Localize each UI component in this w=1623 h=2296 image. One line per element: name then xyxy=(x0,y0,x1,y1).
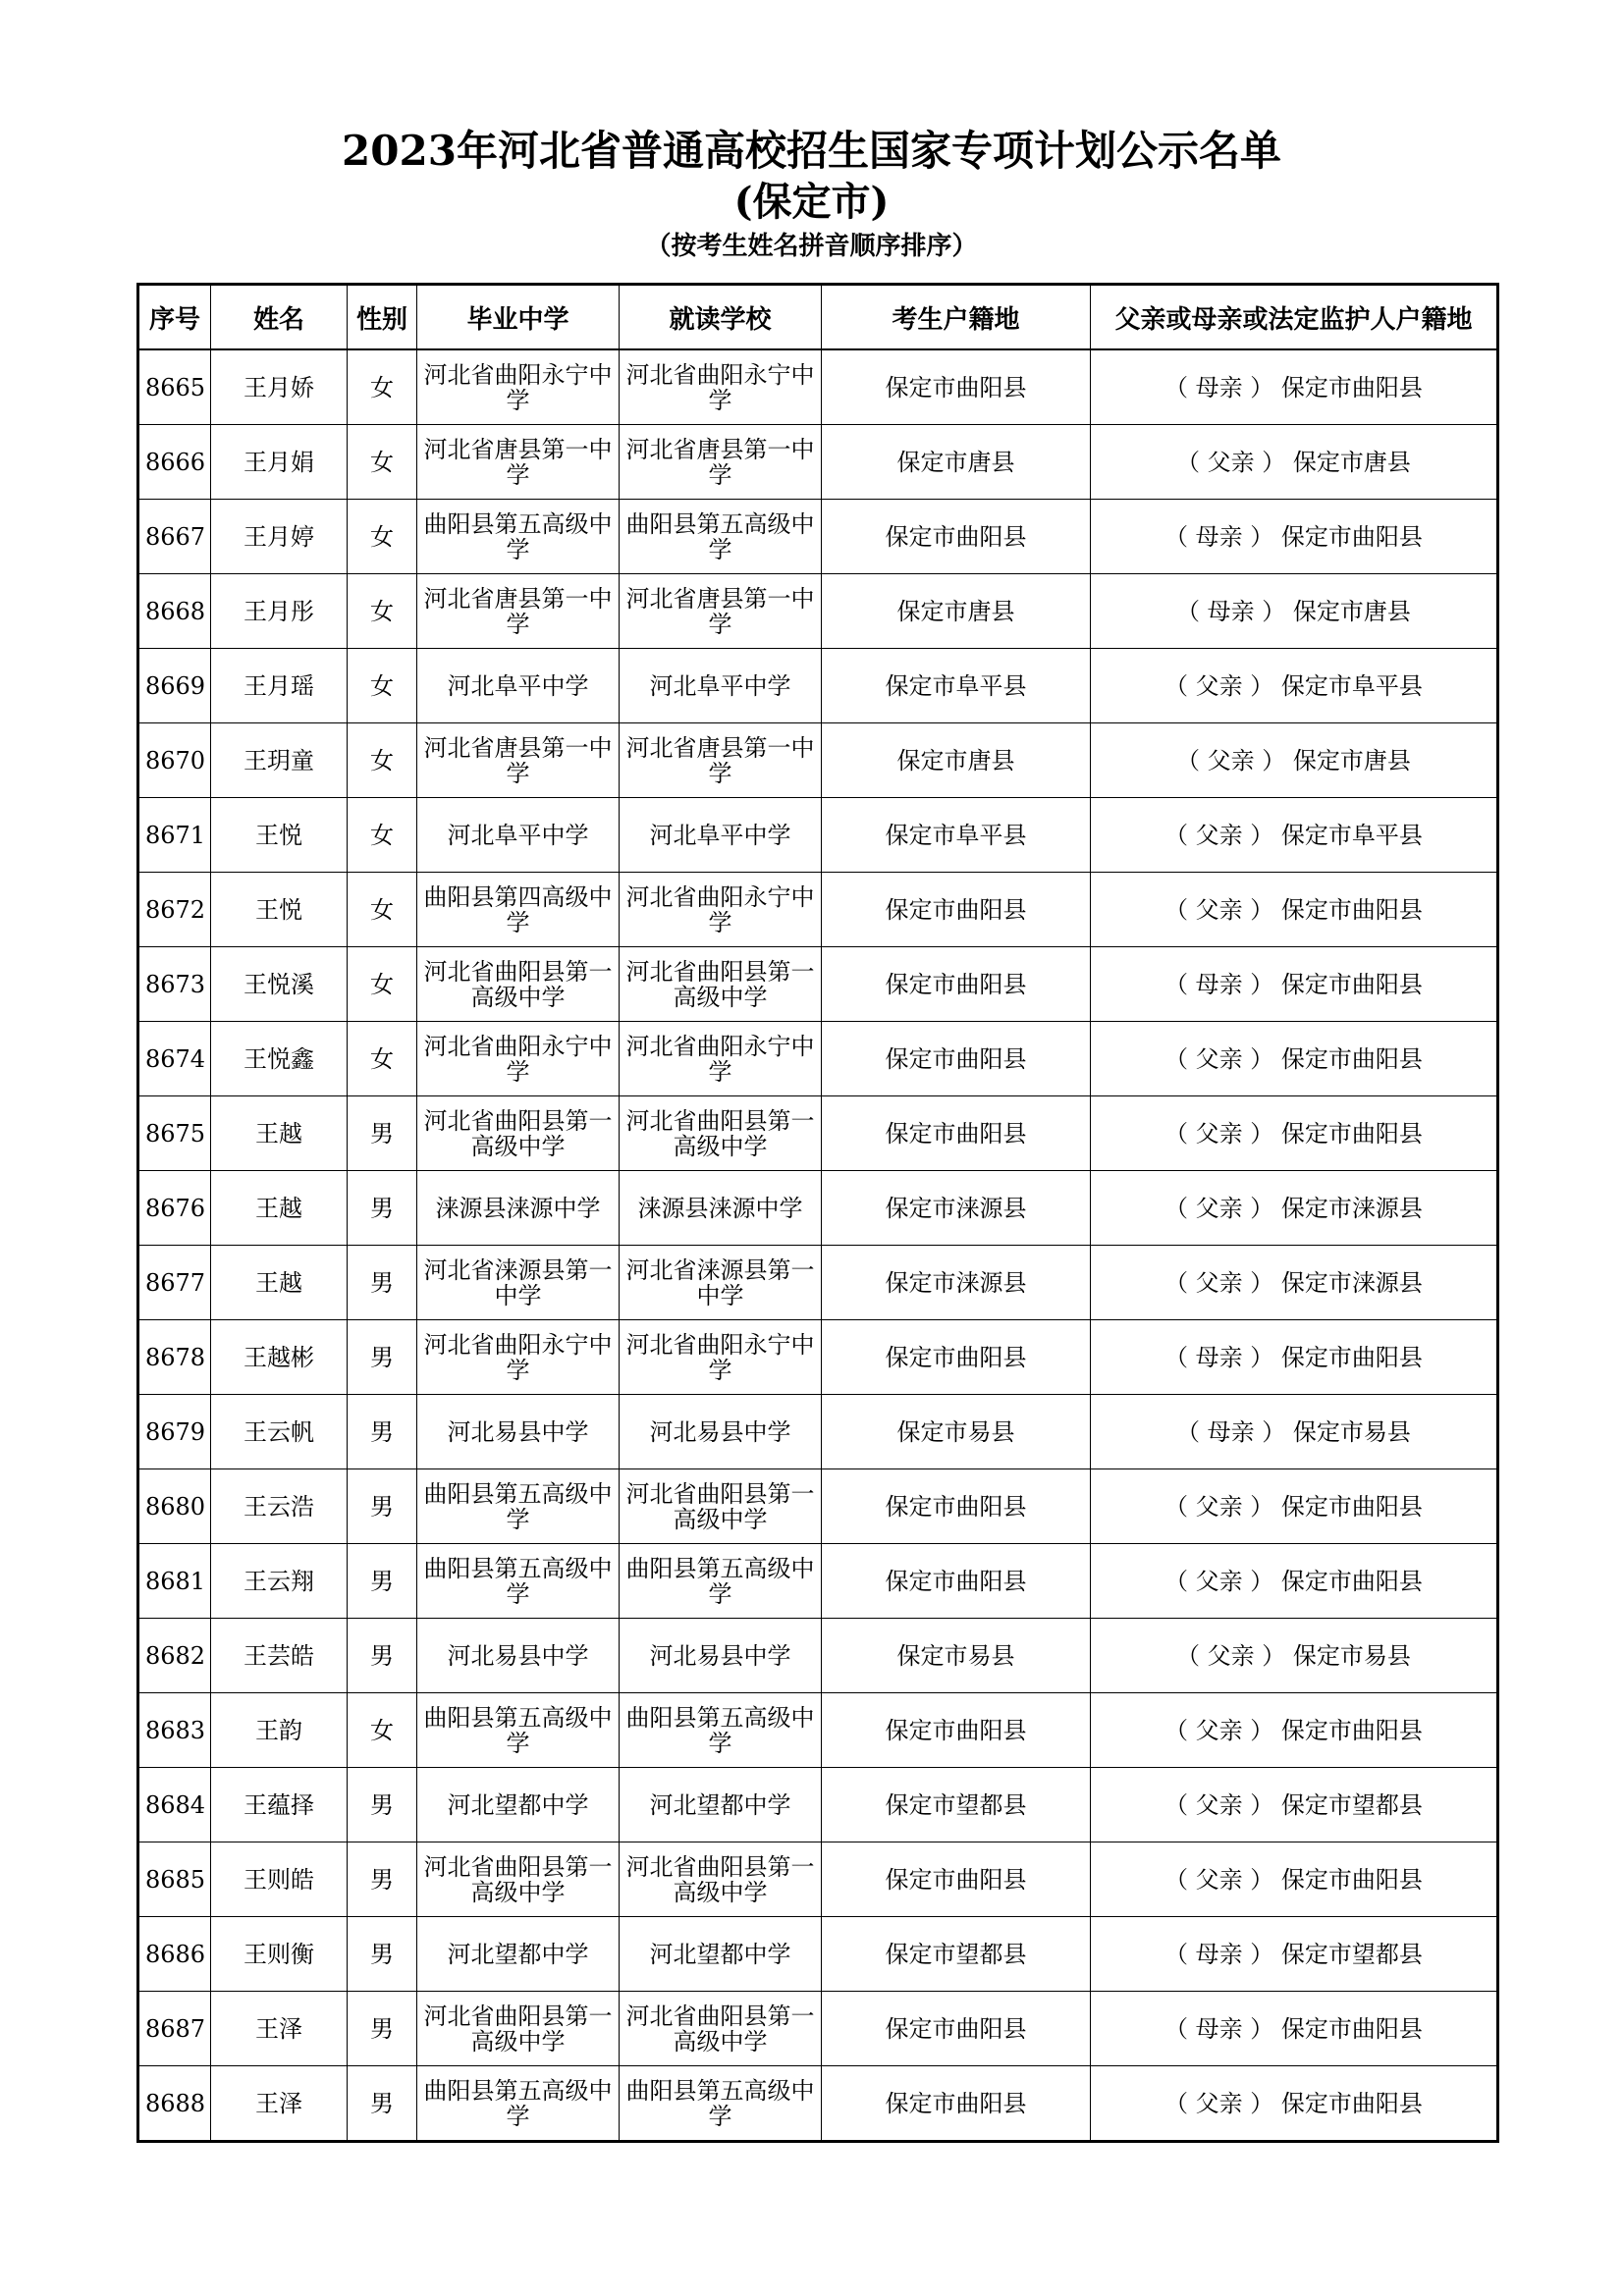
table-row xyxy=(138,574,1498,649)
table-row xyxy=(138,873,1498,947)
cell-gender: 女 xyxy=(348,425,417,500)
cell-gender: 女 xyxy=(348,1693,417,1768)
cell-name: 王悦溪 xyxy=(211,947,348,1022)
cell-grad-school: 河北省涞源县第一中学 xyxy=(417,1246,620,1320)
cell-no: 8673 xyxy=(138,947,211,1022)
cell-gender: 男 xyxy=(348,2066,417,2142)
cell-grad-school: 曲阳县第五高级中学 xyxy=(417,500,620,574)
cell-residence: 保定市曲阳县 xyxy=(822,1992,1091,2066)
cell-gender: 男 xyxy=(348,1096,417,1171)
cell-name: 王月彤 xyxy=(211,574,348,649)
table-row xyxy=(138,1246,1498,1320)
cell-residence: 保定市曲阳县 xyxy=(822,500,1091,574)
cell-name: 王云帆 xyxy=(211,1395,348,1469)
cell-name: 王玥童 xyxy=(211,723,348,798)
cell-current-school: 河北省曲阳县第一高级中学 xyxy=(620,947,822,1022)
cell-no: 8683 xyxy=(138,1693,211,1768)
cell-name: 王云翔 xyxy=(211,1544,348,1619)
table-row xyxy=(138,1917,1498,1992)
cell-name: 王蕴择 xyxy=(211,1768,348,1842)
cell-current-school: 河北省曲阳永宁中学 xyxy=(620,1022,822,1096)
cell-gender: 男 xyxy=(348,1768,417,1842)
cell-name: 王悦 xyxy=(211,873,348,947)
cell-gender: 男 xyxy=(348,1619,417,1693)
cell-current-school: 河北省曲阳县第一高级中学 xyxy=(620,1096,822,1171)
cell-current-school: 河北省唐县第一中学 xyxy=(620,574,822,649)
cell-gender: 男 xyxy=(348,1171,417,1246)
cell-grad-school: 河北望都中学 xyxy=(417,1917,620,1992)
table-row xyxy=(138,1096,1498,1171)
cell-current-school: 河北易县中学 xyxy=(620,1395,822,1469)
cell-name: 王云浩 xyxy=(211,1469,348,1544)
table-row xyxy=(138,1022,1498,1096)
cell-guardian-residence: （ 父亲 ） 保定市曲阳县 xyxy=(1091,1469,1498,1544)
cell-guardian-residence: （ 父亲 ） 保定市唐县 xyxy=(1091,425,1498,500)
cell-gender: 女 xyxy=(348,947,417,1022)
table-row xyxy=(138,1395,1498,1469)
cell-current-school: 河北省曲阳永宁中学 xyxy=(620,873,822,947)
cell-grad-school: 河北省唐县第一中学 xyxy=(417,425,620,500)
table-row xyxy=(138,1469,1498,1544)
cell-residence: 保定市曲阳县 xyxy=(822,873,1091,947)
cell-grad-school: 河北省唐县第一中学 xyxy=(417,723,620,798)
cell-guardian-residence: （ 父亲 ） 保定市阜平县 xyxy=(1091,798,1498,873)
cell-gender: 女 xyxy=(348,1022,417,1096)
cell-guardian-residence: （ 母亲 ） 保定市曲阳县 xyxy=(1091,1992,1498,2066)
cell-no: 8671 xyxy=(138,798,211,873)
table-row xyxy=(138,349,1498,425)
cell-current-school: 河北阜平中学 xyxy=(620,649,822,723)
cell-no: 8675 xyxy=(138,1096,211,1171)
cell-guardian-residence: （ 父亲 ） 保定市涞源县 xyxy=(1091,1171,1498,1246)
cell-name: 王韵 xyxy=(211,1693,348,1768)
cell-guardian-residence: （ 母亲 ） 保定市曲阳县 xyxy=(1091,947,1498,1022)
cell-name: 王月娇 xyxy=(211,349,348,425)
cell-residence: 保定市易县 xyxy=(822,1395,1091,1469)
cell-gender: 女 xyxy=(348,798,417,873)
cell-no: 8680 xyxy=(138,1469,211,1544)
cell-gender: 女 xyxy=(348,649,417,723)
cell-current-school: 涞源县涞源中学 xyxy=(620,1171,822,1246)
cell-guardian-residence: （ 父亲 ） 保定市望都县 xyxy=(1091,1768,1498,1842)
cell-residence: 保定市曲阳县 xyxy=(822,349,1091,425)
cell-current-school: 河北省涞源县第一中学 xyxy=(620,1246,822,1320)
cell-guardian-residence: （ 父亲 ） 保定市曲阳县 xyxy=(1091,1022,1498,1096)
cell-current-school: 河北省曲阳永宁中学 xyxy=(620,349,822,425)
cell-no: 8686 xyxy=(138,1917,211,1992)
cell-no: 8681 xyxy=(138,1544,211,1619)
cell-residence: 保定市曲阳县 xyxy=(822,2066,1091,2142)
cell-guardian-residence: （ 父亲 ） 保定市易县 xyxy=(1091,1619,1498,1693)
cell-no: 8670 xyxy=(138,723,211,798)
cell-grad-school: 河北省曲阳永宁中学 xyxy=(417,349,620,425)
cell-current-school: 河北阜平中学 xyxy=(620,798,822,873)
cell-residence: 保定市阜平县 xyxy=(822,649,1091,723)
cell-no: 8666 xyxy=(138,425,211,500)
cell-residence: 保定市曲阳县 xyxy=(822,1320,1091,1395)
cell-residence: 保定市曲阳县 xyxy=(822,1469,1091,1544)
table-row xyxy=(138,723,1498,798)
table-row xyxy=(138,500,1498,574)
cell-current-school: 曲阳县第五高级中学 xyxy=(620,500,822,574)
cell-name: 王越彬 xyxy=(211,1320,348,1395)
table-row xyxy=(138,649,1498,723)
cell-guardian-residence: （ 父亲 ） 保定市曲阳县 xyxy=(1091,1544,1498,1619)
cell-name: 王悦 xyxy=(211,798,348,873)
cell-gender: 男 xyxy=(348,1842,417,1917)
cell-name: 王越 xyxy=(211,1171,348,1246)
cell-grad-school: 曲阳县第五高级中学 xyxy=(417,1469,620,1544)
cell-grad-school: 河北省曲阳县第一高级中学 xyxy=(417,947,620,1022)
table-row xyxy=(138,1768,1498,1842)
cell-grad-school: 河北省曲阳永宁中学 xyxy=(417,1320,620,1395)
cell-grad-school: 曲阳县第五高级中学 xyxy=(417,1693,620,1768)
cell-gender: 男 xyxy=(348,1246,417,1320)
table-row xyxy=(138,1842,1498,1917)
cell-grad-school: 涞源县涞源中学 xyxy=(417,1171,620,1246)
cell-name: 王越 xyxy=(211,1246,348,1320)
cell-gender: 男 xyxy=(348,1917,417,1992)
cell-no: 8674 xyxy=(138,1022,211,1096)
table-row xyxy=(138,1171,1498,1246)
roster-body xyxy=(138,349,1498,2142)
cell-name: 王越 xyxy=(211,1096,348,1171)
cell-grad-school: 河北易县中学 xyxy=(417,1619,620,1693)
cell-no: 8679 xyxy=(138,1395,211,1469)
cell-name: 王则皓 xyxy=(211,1842,348,1917)
cell-residence: 保定市阜平县 xyxy=(822,798,1091,873)
header-residence: 考生户籍地 xyxy=(822,285,1091,350)
header-guardian-residence: 父亲或母亲或法定监护人户籍地 xyxy=(1091,285,1498,350)
cell-grad-school: 河北阜平中学 xyxy=(417,649,620,723)
cell-no: 8682 xyxy=(138,1619,211,1693)
cell-residence: 保定市易县 xyxy=(822,1619,1091,1693)
cell-no: 8672 xyxy=(138,873,211,947)
cell-gender: 男 xyxy=(348,1992,417,2066)
cell-residence: 保定市涞源县 xyxy=(822,1171,1091,1246)
cell-residence: 保定市望都县 xyxy=(822,1917,1091,1992)
cell-current-school: 河北望都中学 xyxy=(620,1768,822,1842)
table-row xyxy=(138,1992,1498,2066)
table-row xyxy=(138,1320,1498,1395)
cell-guardian-residence: （ 母亲 ） 保定市曲阳县 xyxy=(1091,349,1498,425)
cell-gender: 男 xyxy=(348,1544,417,1619)
cell-gender: 男 xyxy=(348,1320,417,1395)
cell-residence: 保定市涞源县 xyxy=(822,1246,1091,1320)
cell-gender: 女 xyxy=(348,500,417,574)
cell-name: 王则衡 xyxy=(211,1917,348,1992)
cell-guardian-residence: （ 父亲 ） 保定市阜平县 xyxy=(1091,649,1498,723)
cell-current-school: 河北省唐县第一中学 xyxy=(620,723,822,798)
cell-guardian-residence: （ 父亲 ） 保定市曲阳县 xyxy=(1091,873,1498,947)
cell-current-school: 河北省曲阳永宁中学 xyxy=(620,1320,822,1395)
cell-grad-school: 曲阳县第五高级中学 xyxy=(417,1544,620,1619)
cell-name: 王泽 xyxy=(211,2066,348,2142)
header-current-school: 就读学校 xyxy=(620,285,822,350)
cell-guardian-residence: （ 父亲 ） 保定市曲阳县 xyxy=(1091,1096,1498,1171)
cell-name: 王月娟 xyxy=(211,425,348,500)
cell-current-school: 河北易县中学 xyxy=(620,1619,822,1693)
cell-residence: 保定市曲阳县 xyxy=(822,1693,1091,1768)
cell-grad-school: 河北省曲阳县第一高级中学 xyxy=(417,1096,620,1171)
cell-guardian-residence: （ 母亲 ） 保定市望都县 xyxy=(1091,1917,1498,1992)
cell-residence: 保定市曲阳县 xyxy=(822,1022,1091,1096)
cell-no: 8684 xyxy=(138,1768,211,1842)
cell-residence: 保定市曲阳县 xyxy=(822,1842,1091,1917)
cell-current-school: 河北省曲阳县第一高级中学 xyxy=(620,1842,822,1917)
cell-residence: 保定市曲阳县 xyxy=(822,1096,1091,1171)
header-name: 姓名 xyxy=(211,285,348,350)
cell-residence: 保定市望都县 xyxy=(822,1768,1091,1842)
header-no: 序号 xyxy=(138,285,211,350)
table-row xyxy=(138,1619,1498,1693)
document-city: (保定市) xyxy=(733,179,890,225)
cell-guardian-residence: （ 母亲 ） 保定市曲阳县 xyxy=(1091,1320,1498,1395)
cell-gender: 女 xyxy=(348,723,417,798)
table-row xyxy=(138,425,1498,500)
cell-name: 王月婷 xyxy=(211,500,348,574)
cell-no: 8677 xyxy=(138,1246,211,1320)
cell-guardian-residence: （ 母亲 ） 保定市唐县 xyxy=(1091,574,1498,649)
cell-residence: 保定市唐县 xyxy=(822,574,1091,649)
cell-no: 8665 xyxy=(138,349,211,425)
cell-current-school: 河北省唐县第一中学 xyxy=(620,425,822,500)
sort-note: （按考生姓名拼音顺序排序） xyxy=(645,232,978,261)
cell-name: 王芸皓 xyxy=(211,1619,348,1693)
table-row xyxy=(138,1693,1498,1768)
cell-gender: 女 xyxy=(348,349,417,425)
cell-guardian-residence: （ 父亲 ） 保定市曲阳县 xyxy=(1091,2066,1498,2142)
cell-gender: 女 xyxy=(348,873,417,947)
cell-current-school: 河北省曲阳县第一高级中学 xyxy=(620,1992,822,2066)
cell-guardian-residence: （ 母亲 ） 保定市易县 xyxy=(1091,1395,1498,1469)
header-grad-school: 毕业中学 xyxy=(417,285,620,350)
document-title: 2023年河北省普通高校招生国家专项计划公示名单 xyxy=(342,127,1281,175)
cell-grad-school: 河北省曲阳县第一高级中学 xyxy=(417,1992,620,2066)
cell-no: 8676 xyxy=(138,1171,211,1246)
cell-current-school: 曲阳县第五高级中学 xyxy=(620,1544,822,1619)
cell-no: 8669 xyxy=(138,649,211,723)
cell-grad-school: 曲阳县第四高级中学 xyxy=(417,873,620,947)
cell-name: 王悦鑫 xyxy=(211,1022,348,1096)
cell-grad-school: 河北易县中学 xyxy=(417,1395,620,1469)
cell-gender: 男 xyxy=(348,1395,417,1469)
table-row xyxy=(138,2066,1498,2142)
roster-table xyxy=(136,283,1499,2143)
cell-guardian-residence: （ 父亲 ） 保定市涞源县 xyxy=(1091,1246,1498,1320)
cell-grad-school: 河北阜平中学 xyxy=(417,798,620,873)
cell-grad-school: 河北省曲阳县第一高级中学 xyxy=(417,1842,620,1917)
cell-guardian-residence: （ 父亲 ） 保定市曲阳县 xyxy=(1091,1693,1498,1768)
cell-current-school: 河北望都中学 xyxy=(620,1917,822,1992)
cell-guardian-residence: （ 父亲 ） 保定市曲阳县 xyxy=(1091,1842,1498,1917)
cell-residence: 保定市曲阳县 xyxy=(822,1544,1091,1619)
header-row xyxy=(138,285,1498,350)
cell-no: 8687 xyxy=(138,1992,211,2066)
cell-current-school: 曲阳县第五高级中学 xyxy=(620,1693,822,1768)
cell-no: 8667 xyxy=(138,500,211,574)
cell-current-school: 曲阳县第五高级中学 xyxy=(620,2066,822,2142)
cell-residence: 保定市唐县 xyxy=(822,723,1091,798)
cell-no: 8668 xyxy=(138,574,211,649)
cell-grad-school: 河北望都中学 xyxy=(417,1768,620,1842)
cell-current-school: 河北省曲阳县第一高级中学 xyxy=(620,1469,822,1544)
table-row xyxy=(138,1544,1498,1619)
cell-guardian-residence: （ 母亲 ） 保定市曲阳县 xyxy=(1091,500,1498,574)
cell-gender: 女 xyxy=(348,574,417,649)
cell-no: 8678 xyxy=(138,1320,211,1395)
cell-no: 8688 xyxy=(138,2066,211,2142)
table-row xyxy=(138,798,1498,873)
cell-gender: 男 xyxy=(348,1469,417,1544)
table-row xyxy=(138,947,1498,1022)
cell-grad-school: 河北省唐县第一中学 xyxy=(417,574,620,649)
cell-name: 王泽 xyxy=(211,1992,348,2066)
cell-residence: 保定市曲阳县 xyxy=(822,947,1091,1022)
cell-residence: 保定市唐县 xyxy=(822,425,1091,500)
cell-grad-school: 河北省曲阳永宁中学 xyxy=(417,1022,620,1096)
cell-name: 王月瑶 xyxy=(211,649,348,723)
header-gender: 性别 xyxy=(348,285,417,350)
cell-guardian-residence: （ 父亲 ） 保定市唐县 xyxy=(1091,723,1498,798)
cell-grad-school: 曲阳县第五高级中学 xyxy=(417,2066,620,2142)
cell-no: 8685 xyxy=(138,1842,211,1917)
